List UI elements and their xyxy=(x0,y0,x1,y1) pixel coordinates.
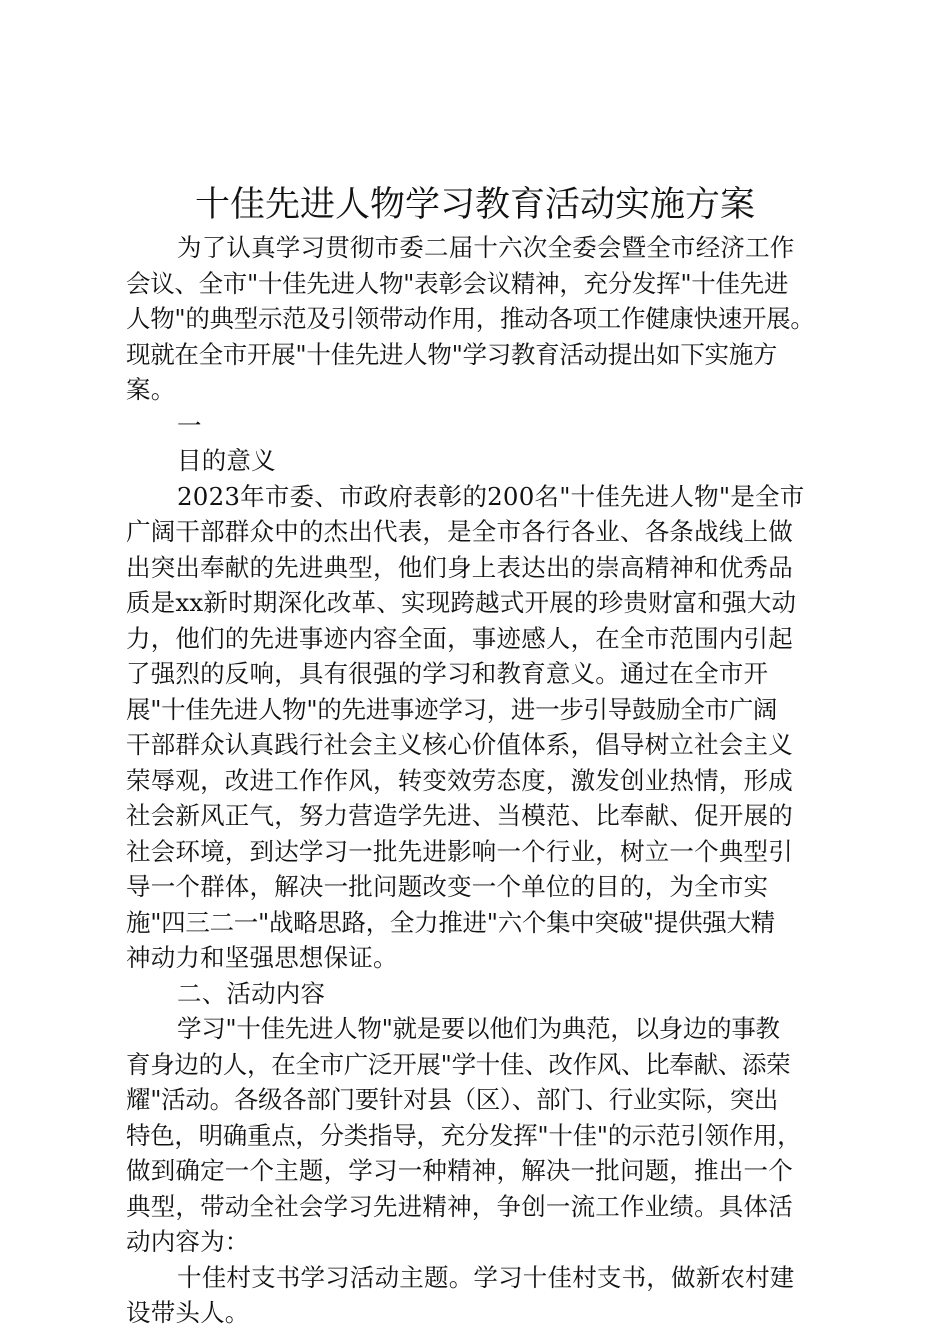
document-body xyxy=(126,230,836,1331)
paragraph-line: 做到确定一个主题，学习一种精神，解决一批问题，推出一个 xyxy=(126,1156,793,1185)
section-heading: 目的意义 xyxy=(177,446,276,475)
section-heading: 二、活动内容 xyxy=(177,978,326,1008)
paragraph-line: 社会新风正气，努力营造学先进、当模范、比奉献、促开展的 xyxy=(126,801,793,830)
paragraph-line: 会议、全市"十佳先进人物"表彰会议精神，充分发挥"十佳先进 xyxy=(126,268,789,298)
paragraph-line: 社会环境，到达学习一批先进影响一个行业，树立一个典型引 xyxy=(126,836,793,866)
paragraph-line: 现就在全市开展"十佳先进人物"学习教育活动提出如下实施方 xyxy=(126,339,778,369)
paragraph-line: 育身边的人，在全市广泛开展"学十佳、改作风、比奉献、添荣 xyxy=(126,1049,791,1079)
paragraph-line: 典型，带动全社会学习先进精神，争创一流工作业绩。具体活 xyxy=(126,1191,793,1221)
paragraph-line: 力，他们的先进事迹内容全面，事迹感人，在全市范围内引起 xyxy=(126,623,793,653)
paragraph-line: 荣辱观，改进工作作风，转变效劳态度，激发创业热情，形成 xyxy=(126,765,793,795)
section-number: 一 xyxy=(177,410,202,440)
paragraph-line: 学习"十佳先进人物"就是要以他们为典范，以身边的事教 xyxy=(177,1014,780,1043)
paragraph-line: 案。 xyxy=(126,375,176,404)
paragraph-line: 为了认真学习贯彻市委二届十六次全委会暨全市经济工作 xyxy=(177,233,795,262)
paragraph-line: 特色，明确重点，分类指导，充分发挥"十佳"的示范引领作用， xyxy=(126,1120,802,1150)
paragraph-line: 出突出奉献的先进典型，他们身上表达出的崇高精神和优秀品 xyxy=(126,552,793,582)
document-title: 十佳先进人物学习教育活动实施方案 xyxy=(194,185,755,225)
paragraph-line: 了强烈的反响，具有很强的学习和教育意义。通过在全市开 xyxy=(126,659,769,688)
paragraph-line: 2023年市委、市政府表彰的200名"十佳先进人物"是全市 xyxy=(177,481,805,511)
paragraph-line: 导一个群体，解决一批问题改变一个单位的目的，为全市实 xyxy=(126,872,769,901)
paragraph-line: 动内容为： xyxy=(126,1227,250,1256)
paragraph-line: 广阔干部群众中的杰出代表，是全市各行各业、各条战线上做 xyxy=(126,517,793,546)
paragraph-line: 设带头人。 xyxy=(126,1298,250,1327)
paragraph-line: 神动力和坚强思想保证。 xyxy=(126,943,398,972)
paragraph-line: 展"十佳先进人物"的先进事迹学习，进一步引导鼓励全市广阔 xyxy=(126,694,778,724)
paragraph-line: 人物"的典型示范及引领带动作用，推动各项工作健康快速开展。 xyxy=(126,304,815,333)
paragraph-line: 施"四三二一"战略思路，全力推进"六个集中突破"提供强大精 xyxy=(126,907,775,937)
paragraph-line: 干部群众认真践行社会主义核心价值体系，倡导树立社会主义 xyxy=(126,730,793,759)
paragraph-line: 质是xx新时期深化改革、实现跨越式开展的珍贵财富和强大动 xyxy=(126,588,797,617)
paragraph-line: 耀"活动。各级各部门要针对县（区）、部门、行业实际，突出 xyxy=(126,1085,779,1114)
paragraph-line: 十佳村支书学习活动主题。学习十佳村支书，做新农村建 xyxy=(177,1262,795,1292)
